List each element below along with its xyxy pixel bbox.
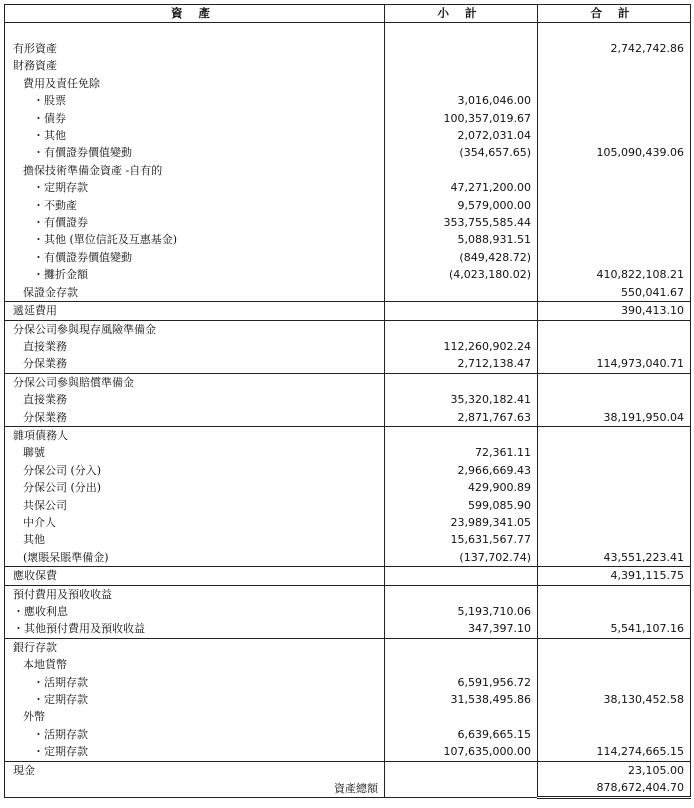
row-subtotal: 23,989,341.05 [385,514,538,531]
row-subtotal [385,23,538,41]
row-label: 中介人 [5,514,385,531]
row-subtotal: 47,271,200.00 [385,179,538,196]
row-total [538,531,691,548]
table-row [5,656,691,673]
row-total [538,249,691,266]
row-subtotal: 100,357,019.67 [385,110,538,127]
table-row [5,144,691,161]
row-label: 分保公司 (分出) [5,479,385,496]
row-total [538,57,691,74]
row-total [538,708,691,725]
row-total [538,127,691,144]
row-total [538,674,691,691]
table-row [5,197,691,214]
row-total: 2,742,742.86 [538,40,691,57]
row-label: 保證金存款 [5,284,385,302]
row-subtotal: 6,639,665.15 [385,726,538,743]
table-row [5,761,691,779]
row-label: 共保公司 [5,497,385,514]
table-row [5,462,691,479]
row-total [538,638,691,656]
row-total [538,162,691,179]
row-label: ・債券 [5,110,385,127]
row-label: 現金 [5,761,385,779]
row-label: 銀行存款 [5,638,385,656]
row-total: 23,105.00 [538,761,691,779]
table-row [5,514,691,531]
table-row [5,57,691,74]
row-label: 外幣 [5,708,385,725]
table-row [5,674,691,691]
row-subtotal: 353,755,585.44 [385,214,538,231]
table-row [5,266,691,283]
table-row [5,214,691,231]
row-total [538,444,691,461]
table-row [5,110,691,127]
row-total: 105,090,439.06 [538,144,691,161]
row-label: ・不動產 [5,197,385,214]
row-label: 雜項債務人 [5,426,385,444]
row-subtotal [385,426,538,444]
row-label: ・有價證券價值變動 [5,249,385,266]
row-label [5,23,385,41]
row-label: ・其他 (單位信託及互惠基金) [5,231,385,248]
row-subtotal: (137,702.74) [385,549,538,567]
row-total [538,92,691,109]
row-label: ・攤折金額 [5,266,385,283]
table-row [5,567,691,585]
row-subtotal: 15,631,567.77 [385,531,538,548]
row-subtotal: 347,397.10 [385,620,538,638]
row-subtotal: 107,635,000.00 [385,743,538,761]
header-row [5,5,691,23]
row-label: 費用及責任免除 [5,75,385,92]
grand-total-value: 878,672,404.70 [538,779,691,798]
table-row [5,409,691,427]
row-total [538,23,691,41]
row-subtotal [385,57,538,74]
table-row [5,620,691,638]
row-subtotal [385,75,538,92]
row-subtotal: 35,320,182.41 [385,391,538,408]
total-column-header: 合 計 [538,5,691,23]
row-total [538,320,691,338]
row-label: 有形資產 [5,40,385,57]
row-total: 38,191,950.04 [538,409,691,427]
row-subtotal: 6,591,956.72 [385,674,538,691]
row-subtotal [385,585,538,603]
row-total [538,426,691,444]
row-subtotal: 2,712,138.47 [385,355,538,373]
grand-total-label: 資產總額 [5,779,385,798]
row-total [538,231,691,248]
row-total: 4,391,115.75 [538,567,691,585]
table-row [5,320,691,338]
table-row [5,284,691,302]
row-total [538,214,691,231]
table-row [5,338,691,355]
row-label: ・有價證券 [5,214,385,231]
row-label: 財務資產 [5,57,385,74]
row-total [538,497,691,514]
row-label: ・定期存款 [5,743,385,761]
row-total [538,656,691,673]
row-label: 分保業務 [5,355,385,373]
table-row [5,743,691,761]
row-label: ・其他 [5,127,385,144]
row-subtotal [385,761,538,779]
row-label: ・活期存款 [5,674,385,691]
table-row [5,531,691,548]
row-label: 分保公司 (分入) [5,462,385,479]
row-label: 聯號 [5,444,385,461]
table-row [5,497,691,514]
row-subtotal [385,40,538,57]
row-subtotal: 2,966,669.43 [385,462,538,479]
row-total [538,110,691,127]
assets-table [4,4,691,799]
row-label: 本地貨幣 [5,656,385,673]
row-label: 擔保技術準備金資產 -自有的 [5,162,385,179]
table-row [5,549,691,567]
row-subtotal: 112,260,902.24 [385,338,538,355]
table-row [5,302,691,320]
row-total: 38,130,452.58 [538,691,691,708]
row-label: 遞延費用 [5,302,385,320]
row-total [538,585,691,603]
row-total [538,514,691,531]
table-row [5,444,691,461]
row-total [538,603,691,620]
row-total: 550,041.67 [538,284,691,302]
row-subtotal: 2,072,031.04 [385,127,538,144]
table-row [5,40,691,57]
row-subtotal [385,638,538,656]
table-row [5,231,691,248]
row-total [538,462,691,479]
row-label: 分保業務 [5,409,385,427]
row-subtotal [385,302,538,320]
row-label: 應收保費 [5,567,385,585]
table-row [5,426,691,444]
row-label: 分保公司參與賠償準備金 [5,373,385,391]
row-subtotal: 5,193,710.06 [385,603,538,620]
row-subtotal: 9,579,000.00 [385,197,538,214]
row-total [538,75,691,92]
row-label: 直接業務 [5,391,385,408]
table-row [5,179,691,196]
table-row [5,391,691,408]
row-total [538,179,691,196]
row-label: ・活期存款 [5,726,385,743]
row-label: ・有價證券價值變動 [5,144,385,161]
row-subtotal: 599,085.90 [385,497,538,514]
row-total: 410,822,108.21 [538,266,691,283]
row-subtotal: 5,088,931.51 [385,231,538,248]
table-row [5,249,691,266]
row-total [538,391,691,408]
table-row [5,479,691,496]
table-row [5,355,691,373]
grand-total-subtotal-cell [385,779,538,798]
row-subtotal: 72,361.11 [385,444,538,461]
row-label: (壞賬呆賬準備金) [5,549,385,567]
table-row [5,585,691,603]
subtotal-column-header: 小 計 [385,5,538,23]
row-subtotal [385,320,538,338]
row-subtotal: 2,871,767.63 [385,409,538,427]
row-label: ・應收利息 [5,603,385,620]
table-row [5,127,691,144]
row-subtotal [385,708,538,725]
row-total [538,726,691,743]
row-subtotal: 3,016,046.00 [385,92,538,109]
row-label: 分保公司參與現存風險準備金 [5,320,385,338]
row-label: ・股票 [5,92,385,109]
table-row [5,162,691,179]
row-total [538,373,691,391]
table-row [5,638,691,656]
row-label: 直接業務 [5,338,385,355]
row-label: ・定期存款 [5,179,385,196]
row-label: 預付費用及預收收益 [5,585,385,603]
row-total: 390,413.10 [538,302,691,320]
row-subtotal [385,567,538,585]
row-label: ・其他預付費用及預收收益 [5,620,385,638]
row-subtotal: 31,538,495.86 [385,691,538,708]
row-subtotal: (4,023,180.02) [385,266,538,283]
row-subtotal: (354,657.65) [385,144,538,161]
table-row [5,373,691,391]
table-row [5,708,691,725]
row-total [538,197,691,214]
table-row [5,691,691,708]
row-total: 114,274,665.15 [538,743,691,761]
row-total: 5,541,107.16 [538,620,691,638]
row-total: 43,551,223.41 [538,549,691,567]
table-row [5,603,691,620]
row-label: 其他 [5,531,385,548]
row-subtotal [385,162,538,179]
table-row [5,726,691,743]
row-subtotal [385,373,538,391]
row-subtotal [385,656,538,673]
table-row [5,92,691,109]
row-subtotal [385,284,538,302]
grand-total-row [5,779,691,798]
row-label: ・定期存款 [5,691,385,708]
row-total: 114,973,040.71 [538,355,691,373]
table-row [5,75,691,92]
asset-column-header: 資 產 [5,5,385,23]
table-row [5,23,691,41]
row-total [538,479,691,496]
balance-sheet [4,4,690,804]
row-subtotal: (849,428.72) [385,249,538,266]
row-subtotal: 429,900.89 [385,479,538,496]
row-total [538,338,691,355]
